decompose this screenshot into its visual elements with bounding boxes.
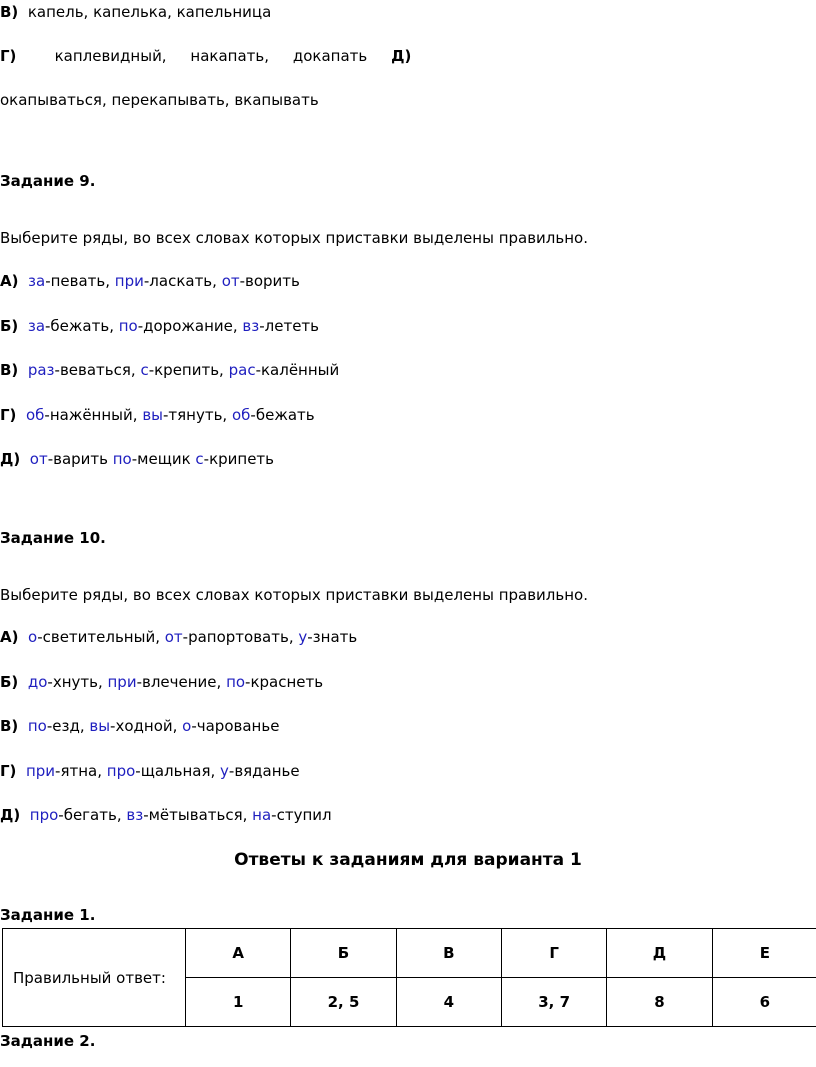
word-rest: -влечение, — [136, 672, 227, 691]
prefix-highlight: вз — [126, 806, 144, 824]
word-rest: -тянуть, — [163, 405, 232, 424]
word-rest: -бежать, — [45, 316, 119, 335]
word-rest: -лететь — [259, 316, 320, 335]
prefix-highlight: до — [27, 672, 48, 691]
word-rest: -ятна, — [55, 761, 107, 780]
prefix-highlight: при — [25, 761, 56, 780]
word-rest: -ходной, — [110, 717, 183, 735]
prefix-highlight: об — [25, 405, 45, 424]
option-label: А) — [0, 628, 19, 646]
prefix-highlight: при — [107, 672, 137, 691]
prefix-highlight: при — [114, 272, 144, 290]
option-row — [0, 805, 332, 825]
word-rest: -ступил — [271, 806, 332, 824]
word-rest: -рапортовать, — [182, 628, 299, 646]
option-row — [0, 672, 323, 692]
answers-task1-heading: Задание 1. — [0, 906, 96, 924]
intro-line-cont — [0, 90, 319, 110]
option-row — [0, 449, 274, 469]
option-label: А) — [0, 272, 19, 290]
table-header-cell: Е — [712, 929, 816, 978]
word-rest: -нажённый, — [44, 405, 143, 424]
table-header-cell: А — [186, 929, 291, 978]
option-row — [0, 316, 319, 336]
word-rest: -знать — [307, 628, 358, 646]
option-label: Д) — [0, 806, 21, 824]
table-header-cell: Д — [607, 929, 712, 978]
word-rest: -ворить — [239, 272, 300, 290]
table-header-cell: Г — [501, 929, 606, 978]
prefix-highlight: вы — [89, 717, 111, 735]
prefix-highlight: у — [220, 761, 229, 780]
option-label: Г) — [0, 405, 17, 424]
word-rest: -певать, — [45, 272, 115, 290]
prefix-highlight: от — [29, 450, 48, 468]
option-label: Б) — [0, 672, 19, 691]
option-label: В) — [0, 3, 19, 21]
task10-instruction: Выберите ряды, во всех словах которых приставки выделены правильно. — [0, 586, 588, 604]
table-row — [3, 929, 816, 978]
prefix-highlight: от — [221, 272, 240, 290]
answers-task2-heading: Задание 2. — [0, 1032, 96, 1050]
word-rest: -калённый — [255, 361, 340, 379]
option-label: В) — [0, 717, 19, 735]
option-text: капель, капелька, капельница — [27, 3, 272, 21]
word-rest: -светительный, — [37, 628, 165, 646]
prefix-highlight: об — [231, 405, 251, 424]
word-rest: -бежать — [250, 405, 315, 424]
table-header-cell: В — [396, 929, 501, 978]
table-cell: 3, 7 — [501, 978, 606, 1027]
prefix-highlight: по — [118, 316, 138, 335]
intro-line-v — [0, 2, 271, 22]
option-label: Г) — [0, 761, 17, 780]
word-rest: -хнуть, — [47, 672, 108, 691]
table-cell: 4 — [396, 978, 501, 1027]
option-label: Б) — [0, 316, 19, 335]
prefix-highlight: по — [112, 450, 132, 468]
table-header-cell: Б — [291, 929, 396, 978]
option-label: Д) — [391, 47, 412, 65]
word-rest: -вяданье — [228, 761, 300, 780]
option-row — [0, 627, 357, 647]
prefix-highlight: с — [195, 450, 204, 468]
prefix-highlight: о — [182, 717, 192, 735]
prefix-highlight: раз — [27, 361, 55, 379]
answers-title: Ответы к заданиям для варианта 1 — [234, 850, 582, 870]
table-cell: 8 — [607, 978, 712, 1027]
option-text: каплевидный, накапать, докапать — [54, 47, 368, 65]
word-rest: -варить — [47, 450, 113, 468]
option-text: окапываться, перекапывать, вкапывать — [0, 91, 319, 109]
option-row — [0, 271, 300, 291]
prefix-highlight: о — [28, 628, 38, 646]
word-rest: -мётываться, — [143, 806, 253, 824]
option-label: В) — [0, 361, 19, 379]
word-rest: -крипеть — [203, 450, 275, 468]
prefix-highlight: вы — [142, 405, 163, 424]
task9-instruction: Выберите ряды, во всех словах которых приставки выделены правильно. — [0, 229, 588, 247]
word-rest: -крепить, — [148, 361, 229, 379]
prefix-highlight: от — [164, 628, 183, 646]
task9-heading: Задание 9. — [0, 172, 96, 190]
option-row — [0, 360, 339, 380]
prefix-highlight: за — [28, 272, 46, 290]
prefix-highlight: с — [140, 361, 149, 379]
option-row — [0, 716, 279, 736]
word-rest: -езд, — [46, 717, 90, 735]
option-label: Д) — [0, 450, 21, 468]
word-rest: -бегать, — [58, 806, 127, 824]
word-rest: -краснеть — [245, 672, 324, 691]
word-rest: -мещик — [131, 450, 196, 468]
answers-table — [2, 928, 816, 1027]
prefix-highlight: на — [252, 806, 272, 824]
prefix-highlight: у — [298, 628, 308, 646]
prefix-highlight: за — [27, 316, 46, 335]
option-label: Г) — [0, 47, 17, 65]
word-rest: -щальная, — [135, 761, 221, 780]
table-cell: 2, 5 — [291, 978, 396, 1027]
prefix-highlight: про — [106, 761, 136, 780]
option-row — [0, 405, 315, 425]
row-label: Правильный ответ: — [3, 929, 186, 1027]
prefix-highlight: по — [226, 672, 246, 691]
task10-heading: Задание 10. — [0, 529, 106, 547]
word-rest: -веваться, — [54, 361, 141, 379]
option-row — [0, 761, 300, 781]
prefix-highlight: рас — [228, 361, 256, 379]
prefix-highlight: вз — [242, 316, 260, 335]
word-rest: -чарованье — [191, 717, 280, 735]
word-rest: -дорожание, — [137, 316, 243, 335]
table-cell: 6 — [712, 978, 816, 1027]
prefix-highlight: про — [29, 806, 59, 824]
table-cell: 1 — [186, 978, 291, 1027]
prefix-highlight: по — [27, 717, 47, 735]
intro-line-g — [0, 46, 411, 66]
word-rest: -ласкать, — [143, 272, 222, 290]
